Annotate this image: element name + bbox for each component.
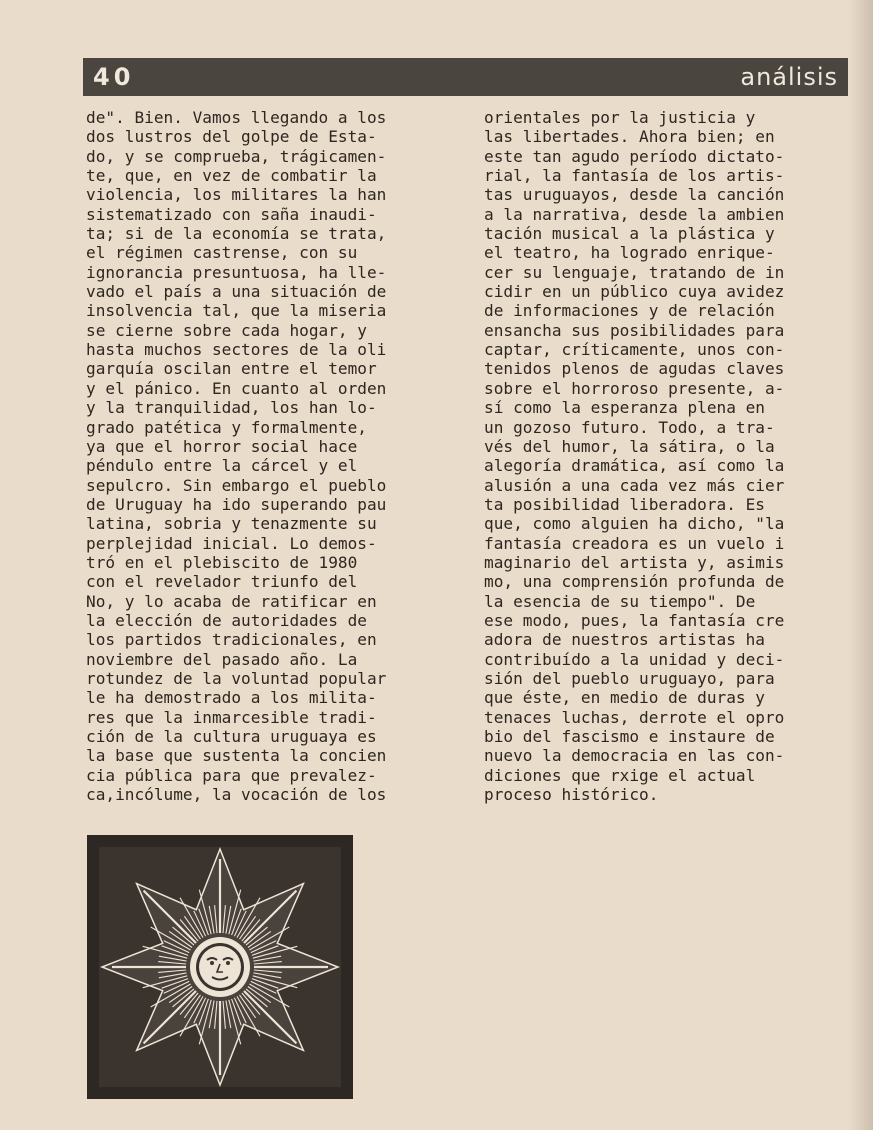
text-line: noviembre del pasado año. La (86, 649, 358, 669)
text-line: cer su lenguaje, tratando de in (484, 262, 785, 282)
text-line: la esencia de su tiempo". De (484, 591, 756, 611)
text-line: sobre el horroroso presente, a- (484, 378, 785, 398)
text-line: la base que sustenta la concien (86, 746, 387, 766)
article-column-right (484, 108, 784, 804)
text-line: te, que, en vez de combatir la (86, 166, 377, 186)
text-line: vado el país a una situación de (86, 282, 387, 302)
text-line: ta posibilidad liberadora. Es (484, 494, 765, 514)
text-line: sí como la esperanza plena en (484, 398, 765, 418)
text-line: vés del humor, la sátira, o la (484, 436, 775, 456)
text-line: tró en el plebiscito de 1980 (86, 552, 358, 572)
text-line: de". Bien. Vamos llegando a los (86, 108, 387, 127)
text-line: los partidos tradicionales, en (86, 630, 377, 650)
text-line: violencia, los militares la han (86, 185, 387, 205)
page-number: 40 (93, 63, 135, 91)
page-edge-shadow (849, 0, 873, 1130)
text-line: tas uruguayos, desde la canción (484, 185, 785, 205)
text-line: ignorancia presuntuosa, ha lle- (86, 262, 387, 282)
text-line: latina, sobria y tenazmente su (86, 514, 377, 534)
text-line: tenaces luchas, derrote el opro (484, 707, 785, 727)
sun-illustration (87, 835, 353, 1099)
text-line: que, como alguien ha dicho, "la (484, 514, 785, 534)
text-line: do, y se comprueba, trágicamen- (86, 146, 387, 166)
text-line: dos lustros del golpe de Esta- (86, 127, 377, 147)
text-line: ese modo, pues, la fantasía cre (484, 610, 785, 630)
text-line: ta; si de la economía se trata, (86, 224, 387, 244)
text-line: ca,incólume, la vocación de los (86, 785, 387, 805)
text-line: las libertades. Ahora bien; en (484, 127, 775, 147)
text-line: hasta muchos sectores de la oli (86, 340, 387, 360)
text-line: ción de la cultura uruguaya es (86, 727, 377, 746)
text-line: cidir en un público cuya avidez (484, 282, 785, 302)
text-line: el teatro, ha logrado enrique- (484, 243, 775, 263)
text-line: sión del pueblo uruguayo, para (484, 668, 775, 688)
text-line: la elección de autoridades de (86, 610, 367, 630)
text-line: alusión a una cada vez más cier (484, 475, 785, 495)
text-line: péndulo entre la cárcel y el (86, 456, 358, 476)
text-line: y la tranquilidad, los han lo- (86, 398, 377, 418)
text-line: No, y lo acaba de ratificar en (86, 591, 377, 611)
text-line: un gozoso futuro. Todo, a tra- (484, 417, 775, 437)
text-line: fantasía creadora es un vuelo i (484, 533, 785, 553)
text-line: ya que el horror social hace (86, 436, 358, 456)
text-line: ensancha sus posibilidades para (484, 320, 785, 340)
text-line: el régimen castrense, con su (86, 243, 358, 263)
text-line: mo, una comprensión profunda de (484, 572, 785, 592)
text-line: a la narrativa, desde la ambien (484, 204, 785, 224)
text-line: nuevo la democracia en las con- (484, 746, 785, 766)
text-line: sistematizado con saña inaudi- (86, 204, 377, 224)
text-line: captar, críticamente, unos con- (484, 340, 785, 360)
text-line: rial, la fantasía de los artis- (484, 166, 785, 186)
text-line: garquía oscilan entre el temor (86, 359, 377, 379)
text-line: alegoría dramática, así como la (484, 456, 785, 476)
text-line: orientales por la justicia y (484, 108, 756, 127)
text-line: grado patética y formalmente, (86, 417, 367, 437)
section-title: análisis (740, 63, 838, 91)
text-line: que éste, en medio de duras y (484, 688, 765, 708)
text-line: maginario del artista y, asimis (484, 552, 785, 572)
text-line: contribuído a la unidad y deci- (484, 649, 785, 669)
sun-face-icon (99, 847, 341, 1087)
text-line: le ha demostrado a los milita- (86, 688, 377, 708)
text-line: diciones que rxige el actual (484, 765, 756, 785)
page-header (83, 58, 848, 96)
text-line: bio del fascismo e instaure de (484, 727, 775, 746)
text-line: rotundez de la voluntad popular (86, 668, 387, 688)
text-line: res que la inmarcesible tradi- (86, 707, 377, 727)
text-line: perplejidad inicial. Lo demos- (86, 533, 377, 553)
text-line: cia pública para que prevalez- (86, 765, 377, 785)
text-line: insolvencia tal, que la miseria (86, 301, 387, 321)
text-line: de informaciones y de relación (484, 301, 775, 321)
text-line: con el revelador triunfo del (86, 572, 358, 592)
text-line: de Uruguay ha ido superando pau (86, 494, 387, 514)
text-line: adora de nuestros artistas ha (484, 630, 765, 650)
text-line: tenidos plenos de agudas claves (484, 359, 785, 379)
text-line: este tan agudo período dictato- (484, 146, 785, 166)
text-line: sepulcro. Sin embargo el pueblo (86, 475, 387, 495)
text-line: proceso histórico. (484, 785, 659, 805)
text-line: y el pánico. En cuanto al orden (86, 378, 387, 398)
text-line: se cierne sobre cada hogar, y (86, 320, 367, 340)
article-column-left (86, 108, 386, 804)
text-line: tación musical a la plástica y (484, 224, 775, 244)
